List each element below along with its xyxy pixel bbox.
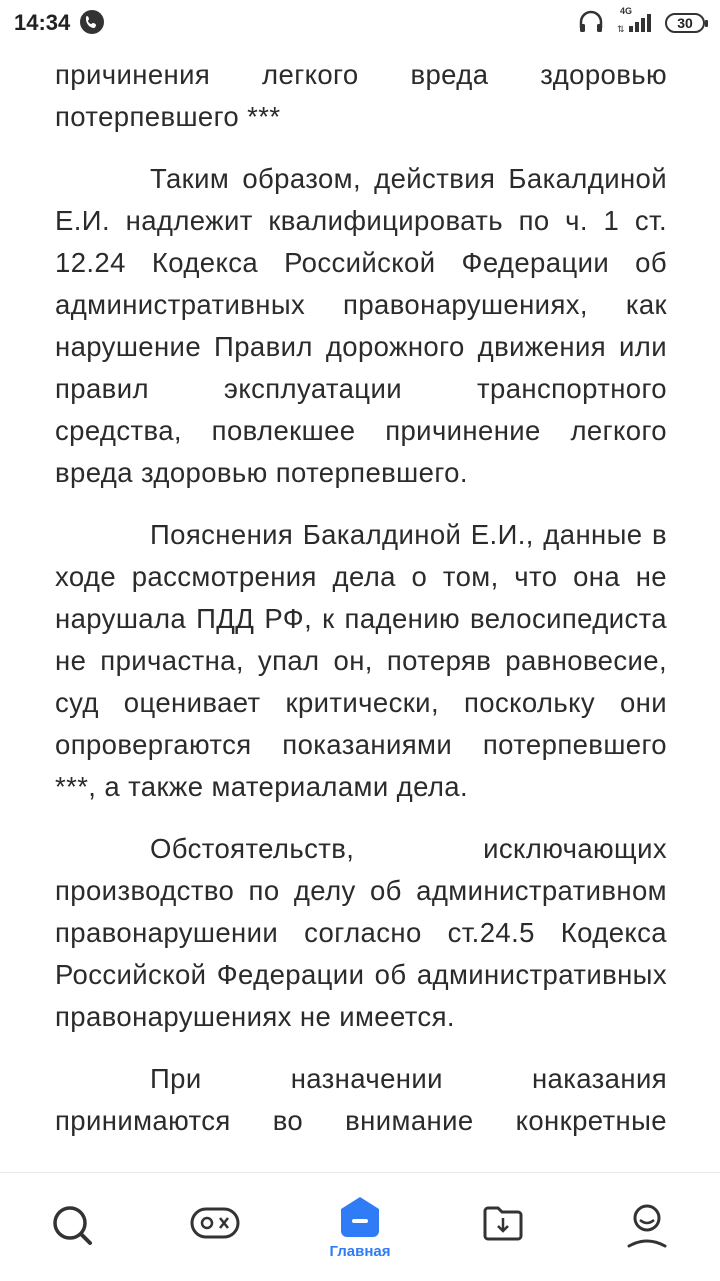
network-type: 4G: [620, 6, 633, 16]
nav-games[interactable]: [160, 1173, 270, 1281]
nav-profile[interactable]: [592, 1173, 702, 1281]
status-bar: [0, 0, 720, 50]
nav-search[interactable]: [17, 1173, 127, 1281]
home-icon: [338, 1195, 382, 1239]
bottom-navigation: [0, 1172, 720, 1281]
battery-indicator: 30: [665, 13, 705, 33]
gamepad-icon: [189, 1203, 241, 1243]
document-viewer[interactable]: [55, 54, 667, 1172]
paragraph-3: Пояснения Бакалдиной Е.И., данные в ходе рассмотрения дела о том, что она не нарушала ПДД РФ, к падению велосипедиста не причастна, упал он, потеряв равновесие, суд оценивает критически, поскольку они опровергаются показаниями потерпевшего ***, а также материалами дела.: [55, 519, 667, 802]
nav-downloads[interactable]: [448, 1173, 558, 1281]
status-time: 14:34: [14, 10, 71, 35]
svg-text:⇅: ⇅: [617, 24, 625, 34]
downloads-folder-icon: [481, 1203, 525, 1243]
paragraph-4: Обстоятельств, исключающих производство по делу об административном правонарушении согласно ст.24.5 Кодекса Российской Федерации об административных правонарушениях не имеется.: [55, 833, 667, 1032]
profile-icon: [625, 1203, 669, 1249]
nav-home-label: Главная: [329, 1243, 391, 1260]
paragraph-2: Таким образом, действия Бакалдиной Е.И. надлежит квалифицировать по ч. 1 ст. 12.24 Кодекса Российской Федерации об административных правонарушениях, как нарушение Правил дорожного движения или правил эксплуатации транспортного средства, повлекшее причинение легкого вреда здоровью потерпевшего.: [55, 163, 667, 488]
signal-icon: [617, 10, 657, 34]
headphones-icon: [578, 10, 604, 34]
search-icon: [50, 1203, 94, 1247]
paragraph-5: При назначении наказания принимаются во внимание конкретные: [55, 1063, 667, 1136]
paragraph-1: причинения легкого вреда здоровью потерпевшего ***: [55, 59, 667, 132]
nav-home[interactable]: [305, 1173, 415, 1281]
call-icon: [80, 10, 104, 34]
